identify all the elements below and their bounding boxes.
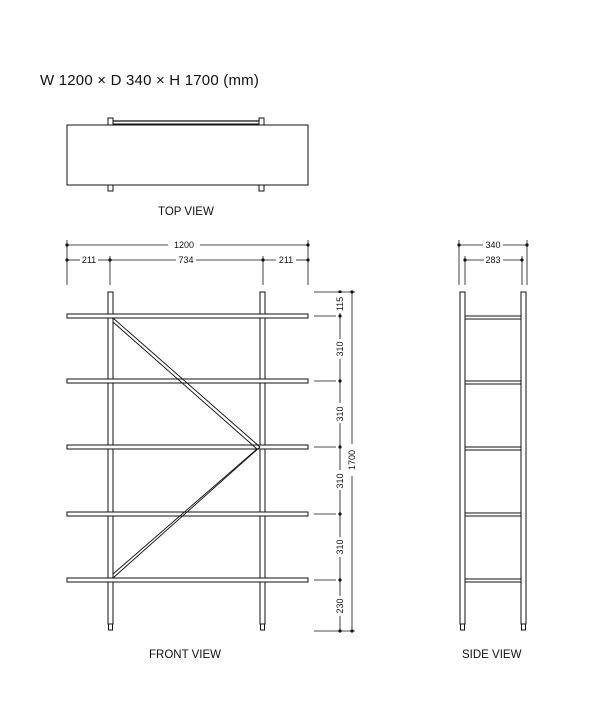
top-view-post-tr — [259, 118, 264, 125]
front-total-width-label: 1200 — [173, 240, 195, 250]
front-gap-label-1: 115 — [335, 296, 345, 312]
side-back-foot — [522, 624, 526, 630]
side-depth-label: 340 — [485, 240, 501, 250]
side-view — [460, 292, 526, 630]
top-view-outline — [67, 125, 308, 185]
front-view-caption: FRONT VIEW — [149, 649, 221, 661]
front-total-height-label: 1700 — [347, 449, 357, 471]
front-gap-label-5: 310 — [335, 539, 345, 555]
side-shelf-2 — [465, 381, 521, 384]
front-gap-label-4: 310 — [335, 473, 345, 489]
front-shelf-1 — [67, 314, 308, 318]
top-view — [67, 118, 308, 191]
front-gap-label-6: 230 — [335, 598, 345, 614]
front-right-post — [260, 292, 265, 624]
top-view-post-bl — [108, 185, 113, 191]
top-view-caption: TOP VIEW — [158, 206, 214, 218]
dimensions-title: W 1200 × D 340 × H 1700 (mm) — [40, 72, 260, 89]
side-inner-depth-label: 283 — [485, 255, 501, 265]
side-back-post — [521, 292, 526, 624]
side-shelf-4 — [465, 513, 521, 516]
side-shelf-5 — [465, 579, 521, 582]
front-shelf-4 — [67, 512, 308, 516]
front-view — [67, 292, 308, 630]
side-shelf-3 — [465, 447, 521, 450]
front-shelf-2 — [67, 379, 308, 383]
front-gap-label-2: 310 — [335, 341, 345, 357]
front-left-foot — [109, 624, 113, 630]
front-left-post — [108, 292, 113, 624]
top-view-post-tl — [108, 118, 113, 125]
front-gap-label-3: 310 — [335, 406, 345, 422]
front-shelf-3 — [67, 445, 308, 449]
side-front-foot — [461, 624, 465, 630]
front-center-span-label: 734 — [178, 255, 194, 265]
front-shelf-5 — [67, 578, 308, 582]
side-front-post — [460, 292, 465, 624]
side-shelf-1 — [465, 316, 521, 319]
top-view-post-br — [259, 185, 264, 191]
front-right-overhang-label: 211 — [278, 255, 294, 265]
front-right-foot — [261, 624, 265, 630]
side-view-caption: SIDE VIEW — [462, 649, 522, 661]
front-left-overhang-label: 211 — [81, 255, 97, 265]
